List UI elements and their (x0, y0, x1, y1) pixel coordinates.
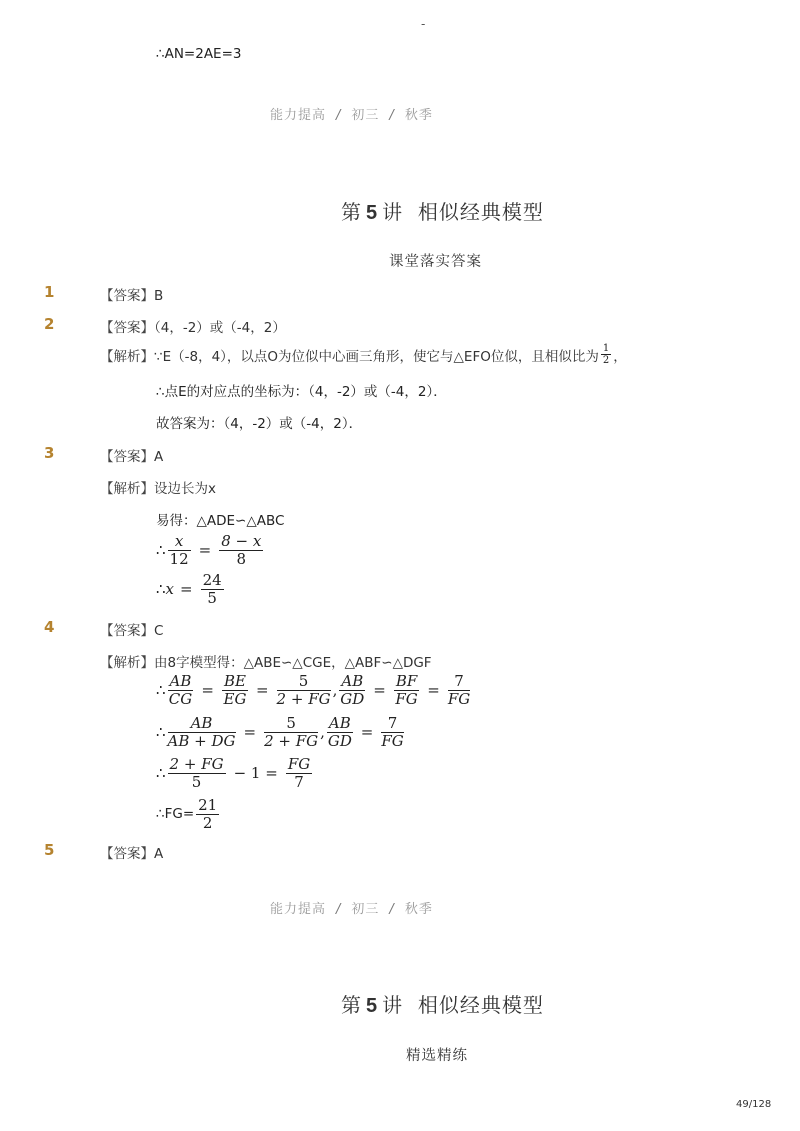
answer-value: C (154, 623, 164, 639)
answer-value: B (154, 288, 164, 304)
analysis-text: 由8字模型得：△ABE∽△CGE，△ABF∽△DGF (154, 655, 432, 671)
lecture-prefix: 第 (341, 200, 362, 224)
header-term: 秋季 (404, 108, 433, 123)
equation: ∴ $\frac{AB}{CG}$ = $\frac{BE}{EG}$ = $\frac{5}{2 + FG}$ , $\frac{AB}{GD}$ = $\frac{BF}{FG}$ = $\frac{7}{FG}$ (156, 672, 471, 708)
question-number: 2 (44, 315, 55, 333)
answer-line: 【答案】C (100, 623, 164, 639)
analysis-text: ∵E（-8，4），以点O为位似中心画三角形，使它与△EFO位似，且相似比为 (154, 348, 599, 365)
lecture-prefix: 第 (341, 993, 362, 1017)
answer-line: 【答案】B (100, 288, 164, 304)
analysis-line: 【解析】设边长为x (100, 481, 216, 497)
header-subject: 能力提高 (270, 902, 327, 917)
lecture-suffix: 讲 (382, 200, 404, 224)
answer-value: A (154, 449, 164, 465)
running-header (270, 104, 433, 123)
lecture-name: 相似经典模型 (417, 200, 544, 224)
fraction: $\frac{24}{5}$ (202, 571, 222, 607)
lecture-number: 5 (366, 202, 379, 224)
header-term: 秋季 (404, 902, 433, 917)
analysis-text: 故答案为：（4，-2）或（-4，2）． (156, 416, 363, 432)
equation: ∴ $\frac{x}{12}$ = $\frac{8 - x}{8}$ (156, 532, 262, 568)
question-number: 5 (44, 841, 55, 859)
answer-label: 答案 (113, 623, 141, 639)
analysis-label: 解析 (113, 348, 141, 365)
header-separator: / (336, 108, 342, 123)
page-number: 49/128 (736, 1099, 772, 1110)
answer-label: 答案 (113, 288, 141, 304)
fraction: $\frac{8 - x}{8}$ (221, 532, 262, 568)
question-number: 3 (44, 444, 55, 462)
fraction: $\frac{x}{12}$ (169, 532, 189, 568)
answer-line: 【答案】（4，-2）或（-4，2） (100, 320, 286, 336)
lecture-name: 相似经典模型 (417, 993, 544, 1017)
equation: ∴ $\frac{2 + FG}{5}$ − 1 = $\frac{FG}{7}$ (156, 755, 311, 791)
answer-value: （4，-2）或（-4，2） (154, 320, 286, 336)
header-grade: 初三 (351, 108, 380, 123)
answer-line: 【答案】A (100, 449, 164, 465)
equation: ∴FG= $\frac{21}{2}$ (156, 796, 218, 832)
ratio-fraction: $\frac{1}{2}$ (602, 343, 610, 366)
lecture-suffix: 讲 (382, 993, 404, 1017)
analysis-line: 【解析】由8字模型得：△ABE∽△CGE，△ABF∽△DGF (100, 655, 432, 671)
question-number: 4 (44, 618, 55, 636)
analysis-line: 【 解析 】 ∵E（-8，4），以点O为位似中心画三角形，使它与△EFO位似，且相似比为 $\frac{1}{2}$ ， (100, 343, 627, 366)
header-separator: / (389, 108, 395, 123)
section-title: 精选精练 (406, 1048, 468, 1064)
analysis-text: 设边长为x (154, 481, 216, 497)
answer-line: 【答案】A (100, 846, 164, 862)
lecture-number: 5 (366, 995, 379, 1017)
header-separator: / (389, 902, 395, 917)
equation: ∴ $\frac{AB}{AB + DG}$ = $\frac{5}{2 + FG}$ , $\frac{AB}{GD}$ = $\frac{7}{FG}$ (156, 714, 404, 750)
analysis-text: 易得：△ADE∽△ABC (156, 513, 285, 529)
page-mark: - (421, 17, 426, 31)
carryover-line: ∴AN=2AE=3 (156, 46, 242, 62)
answer-value: A (154, 846, 164, 862)
answer-label: 答案 (113, 449, 141, 465)
section-title: 课堂落实答案 (389, 254, 482, 270)
analysis-text: ∴点E的对应点的坐标为：（4，-2）或（-4，2）． (156, 384, 447, 400)
answer-label: 答案 (113, 320, 141, 336)
answer-label: 答案 (113, 846, 141, 862)
header-subject: 能力提高 (270, 108, 327, 123)
lecture-title (341, 989, 544, 1018)
analysis-label: 解析 (113, 481, 141, 497)
header-grade: 初三 (351, 902, 380, 917)
analysis-label: 解析 (113, 655, 141, 671)
equation: ∴ x = $\frac{24}{5}$ (156, 571, 222, 607)
header-separator: / (336, 902, 342, 917)
running-header (270, 898, 433, 917)
question-number: 1 (44, 283, 55, 301)
lecture-title (341, 196, 544, 225)
